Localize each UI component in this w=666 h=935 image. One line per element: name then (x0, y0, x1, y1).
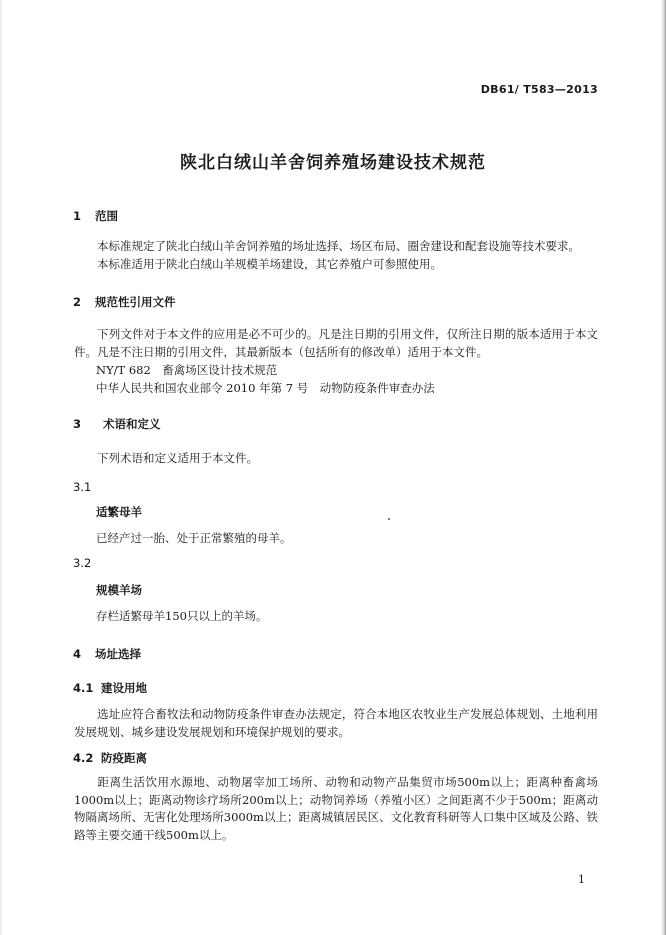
paragraph-text: 本标准适用于陕北白绒山羊规模羊场建设，其它养殖户可参照使用。 (97, 257, 442, 271)
term-name: 规模羊场 (96, 583, 142, 597)
term-definition: 存栏适繁母羊150只以上的羊场。 (96, 609, 268, 623)
term-name: 适繁母羊 (96, 505, 142, 519)
paragraph (74, 238, 598, 256)
term-definition: 已经产过一胎、处于正常繁殖的母羊。 (96, 531, 292, 545)
paragraph (74, 774, 598, 844)
section-4-heading (73, 646, 141, 662)
paragraph-text: 本标准规定了陕北白绒山羊舍饲养殖的场址选择、场区布局、圈舍建设和配套设施等技术要求。 (97, 239, 580, 253)
clause-4-2-heading (73, 750, 147, 766)
section-number: 1 (73, 209, 82, 223)
reference-item: NY/T 682 畜禽场区设计技术规范 (96, 363, 278, 377)
paragraph (74, 450, 598, 468)
paragraph-text: 下列术语和定义适用于本文件。 (97, 451, 258, 465)
section-2-heading (73, 294, 176, 310)
clause-title: 防疫距离 (101, 751, 147, 765)
standard-number: DB61/ T583—2013 (480, 83, 598, 96)
section-number: 2 (73, 295, 82, 309)
section-number: 3 (73, 417, 82, 431)
section-title: 范围 (95, 209, 118, 223)
term-number: 3.1 (73, 480, 92, 494)
paragraph-text: 下列文件对于本文件的应用是必不可少的。凡是注日期的引用文件，仅所注日期的版本适用于本文件。凡是不注日期的引用文件，其最新版本（包括所有的修改单）适用于本文件。 (74, 327, 598, 359)
section-title: 术语和定义 (103, 417, 161, 431)
scan-edge-left (0, 0, 3, 935)
page-title: 陕北白绒山羊舍饲养殖场建设技术规范 (180, 153, 486, 173)
paragraph (74, 326, 598, 361)
paragraph (74, 706, 598, 741)
scan-edge-right (661, 0, 666, 935)
paragraph-text: 选址应符合畜牧法和动物防疫条件审查办法规定，符合本地区农牧业生产发展总体规划、土地利用发展规划、城乡建设发展规划和环境保护规划的要求。 (74, 707, 598, 739)
page-number: 1 (578, 873, 585, 886)
section-1-heading (73, 208, 118, 224)
paragraph-text: 距离生活饮用水源地、动物屠宰加工场所、动物和动物产品集贸市场500m以上；距离种畜禽场1000m以上；距离动物诊疗场所200m以上；动物饲养场（养殖小区）之间距离不少于500m；距离动物隔离场所、无害化处理场所3000m以上；距离城镇居民区、文化教育科研等人口集中区域及公路、铁路等主要交通干线500m以上。 (74, 775, 598, 842)
clause-number: 4.1 (73, 681, 94, 695)
paragraph (74, 256, 598, 274)
section-title: 场址选择 (95, 647, 141, 661)
section-number: 4 (73, 647, 82, 661)
clause-title: 建设用地 (101, 681, 147, 695)
clause-number: 4.2 (73, 751, 94, 765)
scan-speck (388, 518, 390, 520)
reference-item: 中华人民共和国农业部令 2010 年第 7 号 动物防疫条件审查办法 (96, 381, 435, 395)
section-title: 规范性引用文件 (95, 295, 176, 309)
clause-4-1-heading (73, 680, 147, 696)
section-3-heading (73, 416, 161, 432)
term-number: 3.2 (73, 556, 92, 570)
